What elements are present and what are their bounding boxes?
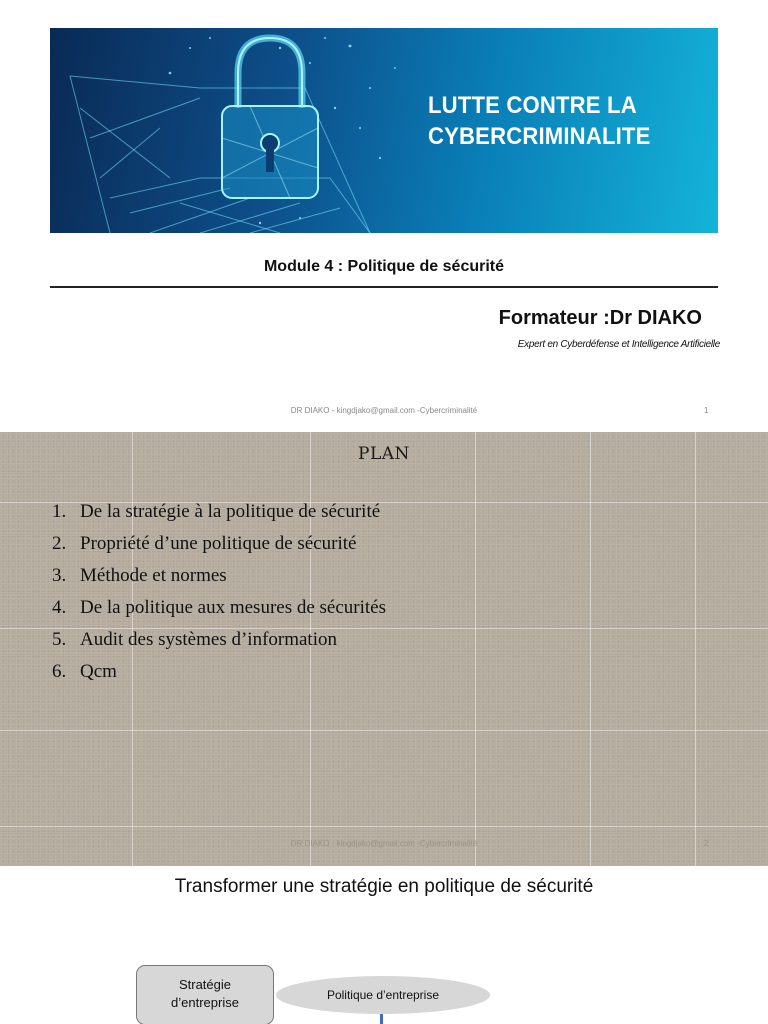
- grid-line: [695, 432, 696, 866]
- padlock-icon: [222, 38, 318, 198]
- trainer-subtitle: Expert en Cyberdéfense et Intelligence Artificielle: [517, 339, 720, 350]
- plan-item: 4. De la politique aux mesures de sécurités: [52, 597, 387, 618]
- grid-line: [0, 730, 768, 731]
- trainer-name: Formateur :Dr DIAKO: [498, 307, 702, 329]
- page-number: 1: [704, 406, 709, 415]
- banner-title: LUTTE CONTRE LA CYBERCRIMINALITE: [428, 92, 651, 150]
- grid-line: [0, 826, 768, 827]
- plan-title: PLAN: [358, 444, 410, 464]
- divider: [50, 286, 718, 288]
- plan-item: 1. De la stratégie à la politique de sécurité: [52, 501, 381, 522]
- slide-footer: DR DIAKO - kingdjako@gmail.com -Cybercriminalité: [290, 839, 478, 848]
- slide-3: [0, 866, 768, 1024]
- slide-title: Transformer une stratégie en politique de sécurité: [174, 876, 594, 897]
- plan-item: 3. Méthode et normes: [52, 565, 227, 586]
- grid-line: [475, 432, 476, 866]
- plan-list: [52, 496, 386, 688]
- slide-1: [0, 0, 768, 432]
- plan-item: 6. Qcm: [52, 661, 117, 682]
- plan-item: 2. Propriété d’une politique de sécurité: [52, 533, 357, 554]
- page-number: 2: [704, 839, 709, 848]
- cyber-banner: [50, 28, 718, 233]
- policy-ellipse: Politique d’entreprise: [276, 976, 490, 1014]
- strategy-box: Stratégie d’entreprise: [136, 965, 274, 1024]
- laptop-wireframe-icon: [70, 76, 370, 233]
- module-title: Module 4 : Politique de sécurité: [263, 258, 505, 275]
- connector-line: [380, 1014, 383, 1024]
- plan-item: 5. Audit des systèmes d’information: [52, 629, 337, 650]
- grid-line: [590, 432, 591, 866]
- slide-2: [0, 432, 768, 866]
- slide-footer: DR DIAKO - kingdjako@gmail.com -Cybercriminalité: [290, 406, 478, 415]
